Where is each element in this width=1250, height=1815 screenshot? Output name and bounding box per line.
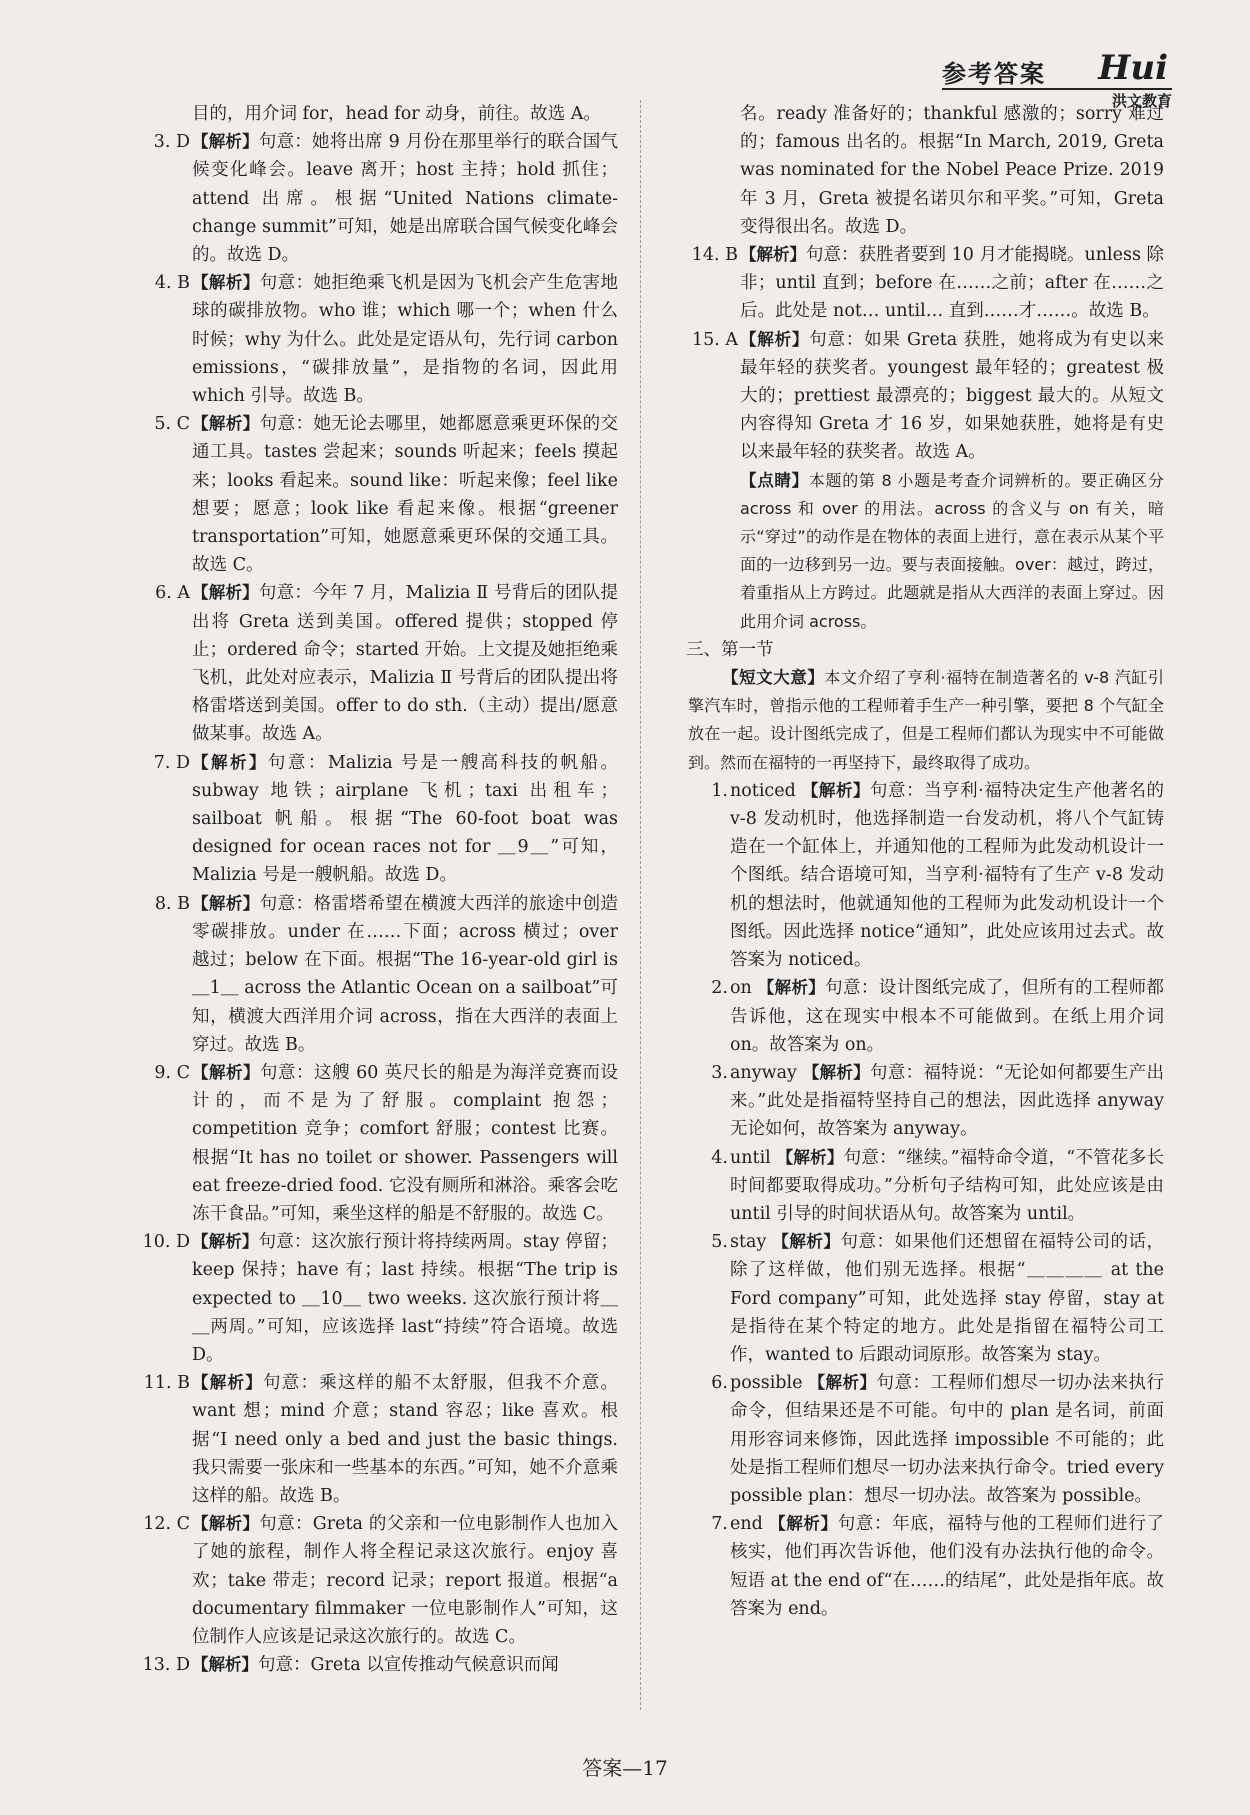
analysis-text: 句意：当亨利·福特决定生产他著名的 v-8 发动机时，他选择制造一台发动机，将八个气缸铸造在一个缸体上，并通知他的工程师为此发动机设计一个图纸。结合语境可知，当亨利·福特有了生产 v-8 发动机的想法时，他就通知他的工程师为此发动机设计一个图纸。因此选择 notice“通知”，此处应该用过去式。故答案为 noticed。 [730,780,1164,971]
analysis-tag: 【解析】 [192,414,260,434]
analysis-text: 句意：这艘 60 英尺长的船是为海洋竞赛而设计的，而不是为了舒服。complaint 抱怨；competition 竞争；comfort 舒服；contest 比赛。根据“It has no toilet or shower. Passengers will eat freeze-dried food. 它没有厕所和淋浴。乘客会吃冻干食品。”可知，乘坐这样的船是不舒服的。故选 C。 [192,1062,619,1224]
analysis-text: 句意：获胜者要到 10 月才能揭晓。unless 除非；until 直到；before 在……之前；after 在……之后。此处是 not… until… 直到……才……。故选 B。 [740,245,1164,322]
analysis-text: 句意：Greta 以宣传推动气候意识而闻 [258,1655,559,1676]
answer-item [688,777,1164,974]
analysis-tag: 【解析】 [192,893,260,913]
answer-item [688,241,1164,326]
item-number: 3. D [153,132,190,153]
summary-tag: 【短文大意】 [722,668,825,688]
answer-item [688,974,1164,1059]
analysis-text: 句意：乘这样的船不太舒服，但我不介意。want 想；mind 介意；stand 容忍；like 喜欢。根据“I need only a bed and just the basic things. 我只需要一张床和一些基本的东西。”可知，她不介意乘这样的船。故选 B。 [192,1373,618,1506]
item-number: 14. B [691,245,738,266]
analysis-tag: 【解析】 [192,1655,258,1675]
item-number: 4. [711,1147,728,1168]
item-number: 3. [711,1062,728,1083]
answer-word: stay [730,1232,767,1253]
summary-text: 本文介绍了亨利·福特在制造著名的 v-8 汽缸引擎汽车时，曾指示他的工程师着手生产一种引擎，要把 8 个气缸全放在一起。设计图纸完成了，但是工程师们都认为现实中不可能做到。然而在福特的一再坚持下，最终取得了成功。 [688,668,1164,772]
answer-item [140,1059,618,1228]
intro-text: 目的，用介词 for，head for 动身，前往。故选 A。 [192,104,601,124]
item-number: 6. [711,1373,728,1394]
header-label: 参考答案 [942,59,1046,88]
analysis-text: 句意：这次旅行预计将持续两周。stay 停留；keep 保持；have 有；last 持续。根据“The trip is expected to ＿10＿ two weeks. 这次旅行预计将＿＿两周。”可知，应该选择 last“持续”符合语境。故选 D。 [192,1232,618,1365]
tip-text: 本题的第 8 小题是考查介词辨析的。要正确区分 across 和 over 的用法。across 的含义与 on 有关，暗示“穿过”的动作是在物体的表面上进行，意在表示从某个平面的一边移到另一边。要与表面接触。over：越过，跨过，着重指从上方跨过。此题就是指从大西洋的表面上穿过。因此用介词 across。 [740,470,1164,631]
analysis-tag: 【解析】 [192,583,259,603]
analysis-tag: 【解析】 [192,273,260,293]
item-number: 7. D [153,752,190,773]
right-column [688,100,1164,1623]
passage-summary [688,664,1164,777]
analysis-tag: 【解析】 [192,1062,261,1082]
item-number: 1. [711,780,728,801]
right-answer-list [688,241,1164,467]
analysis-tag: 【解析】 [776,1147,844,1167]
column-divider [640,100,641,1710]
item-number: 7. [711,1514,728,1535]
analysis-text: 句意：工程师们想尽一切办法来执行命令，但结果还是不可能。句中的 plan 是名词，前面用形容词来修饰，因此选择 impossible 不可能的；此处是指工程师们想尽一切办法来执行命令。tried every possible plan：想尽一切办法。故答案为 possible。 [730,1373,1164,1506]
analysis-text: 句意：“继续。”福特命令道，“不管花多长时间都要取得成功。”分析句子结构可知，此处应该是由 until 引导的时间状语从句。故答案为 until。 [730,1147,1165,1224]
answer-item [140,890,618,1059]
answer-item [688,326,1164,467]
analysis-tag: 【解析】 [192,1373,263,1393]
answer-item [140,1510,618,1651]
analysis-text: 句意：如果 Greta 获胜，她将成为有史以来最年轻的获奖者。youngest 最年轻的；greatest 极大的；prettiest 最漂亮的；biggest 最大的。从短文内容得知 Greta 才 16 岁，如果她获胜，她将是有史以来最年轻的获奖者。故选 A。 [740,329,1165,463]
answer-item [140,1369,618,1510]
analysis-text: 句意：年底，福特与他的工程师们进行了核实，他们再次告诉他，他们没有办法执行他的命令。短语 at the end of“在……的结尾”，此处是指年底。故答案为 end。 [730,1514,1164,1619]
analysis-text: 句意：如果他们还想留在福特公司的话，除了这样做，他们别无选择。根据“＿＿＿＿ at the Ford company”可知，此处选择 stay 停留，stay at 是指待在某个特定的地方。此处是指留在福特公司工作，wanted to 后跟动词原形。故答案为 stay。 [730,1232,1164,1365]
analysis-tag: 【解析】 [772,1232,841,1252]
analysis-tag: 【解析】 [808,1373,877,1393]
analysis-tag: 【解析】 [802,1062,871,1082]
analysis-text: 句意：她拒绝乘飞机是因为飞机会产生危害地球的碳排放物。who 谁；which 哪一个；when 什么时候；why 为什么。此处是定语从句，先行词 carbon emissions，“碳排放量”，是指物的名词，因此用 which 引导。故选 B。 [192,273,619,407]
analysis-tag: 【解析】 [192,1514,260,1534]
answer-item [688,1228,1164,1369]
analysis-tag: 【解析】 [769,1514,838,1534]
page-header [942,48,1172,110]
answer-item [688,1144,1164,1229]
analysis-text: 句意：今年 7 月，Malizia Ⅱ 号背后的团队提出将 Greta 送到美国。offered 提供；stopped 停止；ordered 命令；started 开始。上文提及她拒绝乘飞机，此处对应表示，Malizia Ⅱ 号背后的团队提出将格雷塔送到美国。offer to do sth.（主动）提出/愿意做某事。故选 A。 [192,583,619,745]
answer-word: possible [730,1373,803,1394]
page-footer: 答案—17 [582,1756,668,1780]
answer-item [688,1510,1164,1623]
analysis-tag: 【解析】 [192,132,259,152]
answer-word: on [730,978,752,999]
item-number: 13. D [142,1655,190,1676]
answer-word: noticed [730,780,796,801]
analysis-tag: 【解析】 [740,329,810,349]
analysis-tag: 【解析】 [801,780,870,800]
analysis-tag: 【解析】 [192,752,268,772]
answer-item [140,749,618,890]
analysis-text: 句意：格雷塔希望在横渡大西洋的旅途中创造零碳排放。under 在……下面；across 横过；over 越过；below 在下面。根据“The 16-year-old girl is ＿1＿ across the Atlantic Ocean on a sailboat”可知，横渡大西洋用介词 across，指在大西洋的表面上穿过。故选 B。 [192,893,619,1055]
tip-note [688,467,1164,636]
answer-item [140,410,618,579]
analysis-text: 句意：Malizia 号是一艘高科技的帆船。subway 地铁；airplane 飞机；taxi 出租车；sailboat 帆船。根据“The 60-foot boat was designed for ocean races not for ＿9＿”可知，Malizia 号是一艘帆船。故选 D。 [192,752,619,886]
item-number: 11. B [143,1373,190,1394]
item-number: 10. D [142,1232,190,1253]
answer-item [688,1369,1164,1510]
answer-word: end [730,1514,763,1535]
tip-tag: 【点睛】 [740,470,809,490]
answer-item [688,1059,1164,1144]
analysis-text: 句意：她将出席 9 月份在那里举行的联合国气候变化峰会。leave 离开；host 主持；hold 抓住；attend 出席。根据“United Nations climate-change summit”可知，她是出席联合国气候变化峰会的。故选 D。 [192,132,618,266]
item-number: 9. C [154,1062,190,1083]
answer-item [140,1228,618,1369]
analysis-text: 句意：她无论去哪里，她都愿意乘更环保的交通工具。tastes 尝起来；sounds 听起来；feels 摸起来；looks 看起来。sound like：听起来像；feel like 想要；愿意；look like 看起来像。根据“greener transportation”可知，她愿意乘更环保的交通工具。故选 C。 [192,414,619,576]
answer-word: anyway [730,1062,797,1083]
item-number: 5. [711,1232,728,1253]
item-number: 2. [711,978,728,999]
analysis-text: 句意：福特说：“无论如何都要生产出来。”此处是指福特坚持自己的想法，因此选择 anyway 无论如何，故答案为 anyway。 [730,1062,1165,1140]
analysis-text: 句意：设计图纸完成了，但所有的工程师都告诉他，这在现实中根本不可能做到。在纸上用介词 on。故答案为 on。 [730,978,1165,1055]
item-number: 15. A [691,329,738,350]
fill-answer-list [688,777,1164,1623]
item-number: 4. B [154,273,190,294]
continuation-text: 名。ready 准备好的；thankful 感激的；sorry 难过的；famous 出名的。根据“In March, 2019, Greta was nominated for the Nobel Peace Prize. 2019 年 3 月，Greta 被提名诺贝尔和平奖。”可知，Greta 变得很出名。故选 D。 [740,104,1164,237]
item-number: 6. A [155,583,190,604]
section-title: 三、第一节 [686,639,774,660]
item-number: 5. C [154,414,190,435]
answer-item [140,269,618,410]
left-column [140,100,618,1679]
item-number: 8. B [154,893,190,914]
answer-item [140,1651,618,1679]
analysis-tag: 【解析】 [740,245,807,265]
analysis-text: 句意：Greta 的父亲和一位电影制作人也加入了她的旅程，制作人将全程记录这次旅行。enjoy 喜欢；take 带走；record 记录；report 报道。根据“a documentary filmmaker 一位电影制作人”可知，这位制作人应该是记录这次旅行的。故选 C。 [192,1514,619,1647]
answer-word: until [730,1147,771,1168]
left-answer-list [140,128,618,1679]
analysis-tag: 【解析】 [757,978,826,998]
brand-logo: Hui [1098,48,1168,88]
brand-name: 洪文教育 [1108,90,1172,111]
item-number: 12. C [143,1514,190,1535]
answer-item [140,128,618,269]
answer-item [140,579,618,748]
analysis-tag: 【解析】 [192,1232,259,1252]
